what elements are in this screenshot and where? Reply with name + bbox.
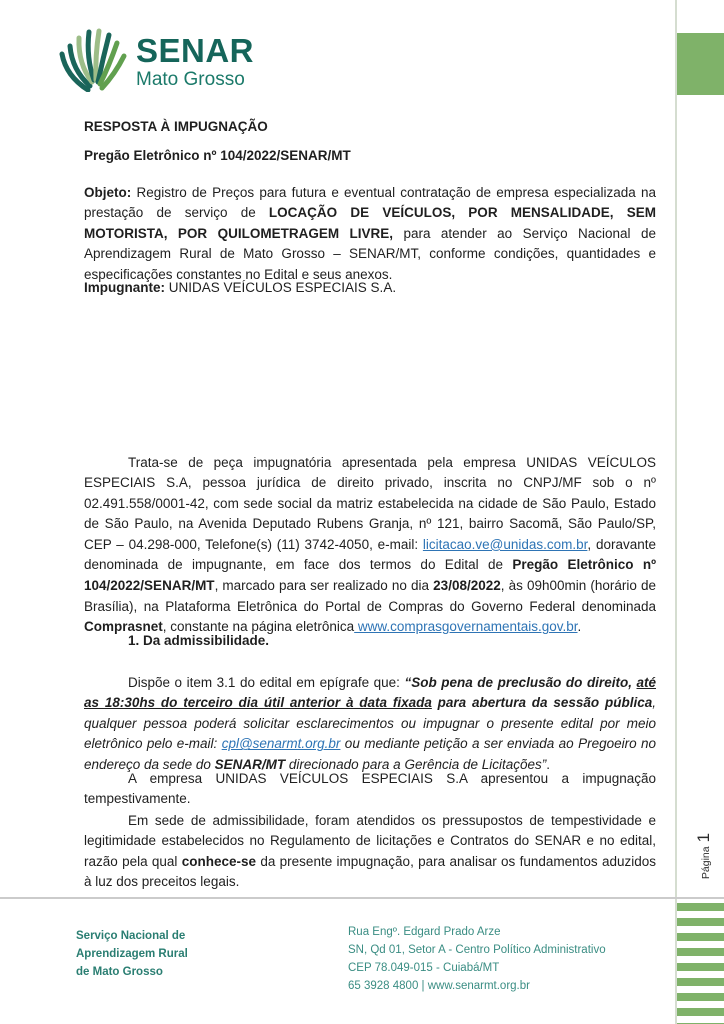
page-number-badge: [684, 824, 724, 888]
document-subject-line: Pregão Eletrônico nº 104/2022/SENAR/MT: [84, 148, 351, 163]
hyperlink[interactable]: cpl@senarmt.org.br: [221, 736, 341, 752]
page-number-label: Página: [700, 846, 713, 880]
footer-contact-line: Rua Engº. Edgard Prado Arze: [348, 926, 501, 938]
footer-contact-line: SN, Qd 01, Setor A - Centro Político Administrativo: [348, 944, 606, 956]
footer-contact: [348, 923, 606, 995]
logo-title: SENAR: [136, 32, 255, 69]
footer-contact-line: CEP 78.049-015 - Cuiabá/MT: [348, 962, 500, 974]
paragraph-impugnante: Impugnante: UNIDAS VEÍCULOS ESPECIAIS S.A.: [84, 279, 397, 295]
footer-contact-line: 65 3928 4800 | www.senarmt.org.br: [348, 980, 530, 992]
paragraph-emsede: Em sede de admissibilidade, foram atendidos os pressupostos de tempestividade e legitimidade estabelecidos no Regulamento de licitações e Contratos do SENAR e no edital, razão pela qual conhece-se da presente impugnação, para analisar os fundamentos aduzidos à luz dos preceitos legais.: [84, 812, 656, 890]
paragraph-objeto: Objeto: Registro de Preços para futura e eventual contratação de empresa especializada na prestação de serviço de LOCAÇÃO DE VEÍCULOS, POR MENSALIDADE, SEM MOTORISTA, POR QUILOMETRAGEM LIVRE, para atender ao Serviço Nacional de Aprendizagem Rural de Mato Grosso – SENAR/MT, conforme condições, quantidades e especificações constantes no Edital e seus anexos.: [84, 184, 656, 282]
right-rail-line: [675, 0, 677, 1024]
paragraph-intro: Trata-se de peça impugnatória apresentada pela empresa UNIDAS VEÍCULOS ESPECIAIS S.A, pessoa jurídica de direito privado, inscrita no CNPJ/MF sob o nº 02.491.558/0001-42, com sede social da matriz estabelecida na cidade de São Paulo, Estado de São Paulo, na Avenida Deputado Rubens Granja, nº 121, bairro Sacomã, São Paulo/SP, CEP – 04.298-000, Telefone(s) (11) 3742-4050, e-mail: licitacao.ve@unidas.com.br, doravante denominada de impugnante, em face dos termos do Edital de Pregão Eletrônico nº 104/2022/SENAR/MT, marcado para ser realizado no dia 23/08/2022, às 09h00min (horário de Brasília), na Plataforma Eletrônica do Portal de Compras do Governo Federal denominada Comprasnet, constante na página eletrônica www.comprasgovernamentais.gov.br.: [84, 454, 657, 635]
footer-org-line: Serviço Nacional de: [76, 930, 186, 942]
senar-logo: [58, 26, 254, 92]
page-number-value: 1: [694, 832, 714, 843]
footer-divider: [0, 897, 724, 899]
section-heading-admissibilidade: 1. Da admissibilidade.: [128, 633, 270, 648]
logo-subtitle: Mato Grosso: [136, 69, 245, 90]
right-rail-green-block: [677, 33, 724, 95]
footer-org-line: Aprendizagem Rural: [76, 948, 188, 960]
right-rail-stripes: [677, 903, 724, 1024]
document-title: RESPOSTA À IMPUGNAÇÃO: [84, 119, 268, 134]
footer-organization: [76, 927, 188, 981]
paragraph-empresa: A empresa UNIDAS VEÍCULOS ESPECIAIS S.A apresentou a impugnação tempestivamente.: [84, 770, 656, 807]
hyperlink[interactable]: licitacao.ve@unidas.com.br: [422, 536, 588, 552]
senar-fan-icon: [58, 26, 128, 92]
footer-org-line: de Mato Grosso: [76, 966, 163, 978]
hyperlink[interactable]: www.comprasgovernamentais.gov.br: [354, 619, 578, 635]
paragraph-dispoe: Dispõe o item 3.1 do edital em epígrafe que: “Sob pena de preclusão do direito, até as 18:30hs do terceiro dia útil anterior à data fixada para abertura da sessão pública, qualquer pessoa poderá solicitar esclarecimentos ou impugnar o presente edital por meio eletrônico pelo e-mail: cpl@senarmt.org.br ou mediante petição a ser enviada ao Pregoeiro no endereço da sede do SENAR/MT direcionado para a Gerência de Licitações”.: [84, 674, 656, 772]
